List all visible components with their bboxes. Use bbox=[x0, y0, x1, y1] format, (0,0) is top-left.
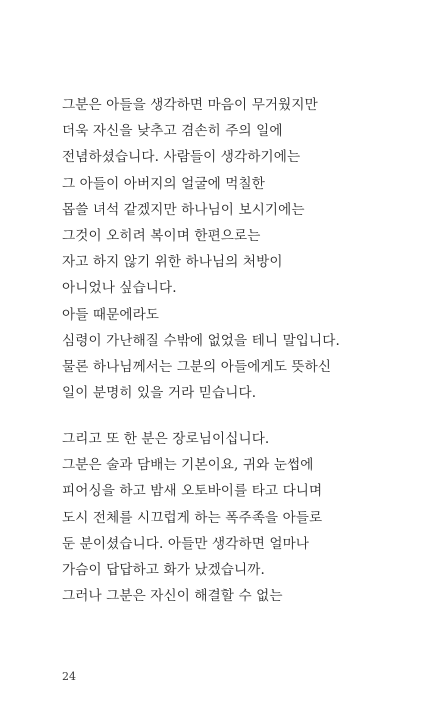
text-line: 자고 하지 않기 위한 하나님의 처방이 bbox=[62, 254, 283, 271]
paragraph-2 bbox=[62, 426, 402, 609]
text-line: 그분은 아들을 생각하면 마음이 무거웠지만 bbox=[62, 97, 318, 113]
text-line: 더욱 자신을 낮추고 겸손히 주의 일에 bbox=[62, 123, 283, 140]
text-line: 그것이 오히려 복이며 한편으로는 bbox=[62, 227, 261, 244]
text-line: 도시 전체를 시끄럽게 하는 폭주족을 아들로 bbox=[62, 509, 323, 526]
text-line: 아니었나 싶습니다. bbox=[62, 280, 177, 297]
text-line: 물론 하나님께서는 그분의 아들에게도 뜻하신 bbox=[62, 358, 332, 375]
text-line: 그 아들이 아버지의 얼굴에 먹칠한 bbox=[62, 175, 265, 192]
text-line: 가슴이 답답하고 화가 났겠습니까. bbox=[62, 561, 265, 578]
text-line: 피어싱을 하고 밤새 오토바이를 타고 다니며 bbox=[62, 483, 323, 500]
paragraph-1 bbox=[62, 92, 402, 406]
text-line: 그분은 술과 담배는 기본이요, 귀와 눈썹에 bbox=[62, 457, 314, 474]
text-line: 몹쓸 녀석 같겠지만 하나님이 보시기에는 bbox=[62, 201, 305, 218]
text-line: 그리고 또 한 분은 장로님이십니다. bbox=[62, 431, 270, 447]
text-line: 심령이 가난해질 수밖에 없었을 테니 말입니다. bbox=[62, 332, 340, 349]
text-line: 전념하셨습니다. 사람들이 생각하기에는 bbox=[62, 149, 301, 166]
text-line: 둔 분이셨습니다. 아들만 생각하면 얼마나 bbox=[62, 535, 310, 552]
text-line: 그러나 그분은 자신이 해결할 수 없는 bbox=[62, 588, 283, 605]
text-line: 아들 때문에라도 bbox=[62, 306, 160, 323]
page-number: 24 bbox=[62, 670, 76, 683]
text-line: 일이 분명히 있을 거라 믿습니다. bbox=[62, 385, 257, 402]
